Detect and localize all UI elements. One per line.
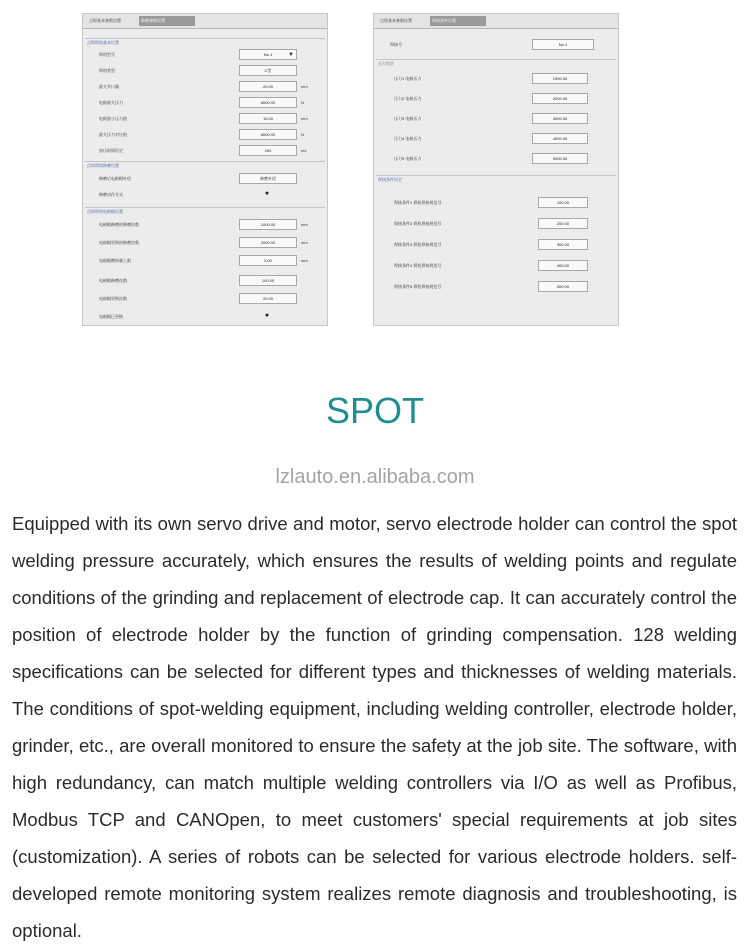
row-label: 电极最大压力: [99, 100, 123, 105]
form-row: [374, 216, 618, 232]
form-row: [83, 95, 327, 111]
row-label: 压力1 电极压力: [394, 76, 422, 81]
unit-label: N: [301, 100, 304, 105]
unit-label: mm: [301, 222, 308, 227]
section-header: 点焊焊钳修磨设置: [85, 161, 325, 170]
cap-replaced-radio[interactable]: ●: [264, 312, 270, 319]
form-row: [374, 237, 618, 253]
row-label: 压力2 电极压力: [394, 96, 422, 101]
unit-label: mm: [301, 258, 308, 263]
value-field[interactable]: 15.00: [239, 113, 297, 124]
tab-grinding-settings[interactable]: 修磨参数设置: [139, 16, 195, 26]
form-row: [374, 37, 618, 53]
form-row: [83, 253, 327, 269]
tab-bar: [83, 14, 327, 29]
value-field[interactable]: 2000.00: [532, 93, 588, 104]
website-url: lzlauto.en.alibaba.com: [275, 466, 475, 488]
row-label: 焊接条件5 焊机焊接规范号: [394, 284, 442, 289]
row-label: 电极帽更换次数: [99, 296, 127, 301]
form-row: [83, 143, 327, 159]
form-row: [83, 79, 327, 95]
form-row: [83, 111, 327, 127]
row-label: 焊接号: [390, 42, 402, 47]
form-row: [374, 195, 618, 211]
value-field[interactable]: 300.00: [538, 239, 588, 250]
form-row: [83, 235, 327, 251]
form-row: [83, 171, 327, 187]
spot-basic-settings-screenshot: [82, 13, 328, 326]
row-label: 最大开口量: [99, 84, 119, 89]
form-row: [83, 273, 327, 289]
unit-label: mm: [301, 84, 308, 89]
tab-bar: [374, 14, 618, 29]
form-row: [374, 258, 618, 274]
row-label: 焊接条件4 焊机焊接规范号: [394, 263, 442, 268]
form-row: [83, 309, 327, 325]
row-label: 电极最小压力值: [99, 116, 127, 121]
section-header: 压力设定: [376, 59, 616, 68]
value-field[interactable]: 1000.00: [239, 219, 297, 230]
row-label: 焊接条件2 焊机焊接规范号: [394, 221, 442, 226]
row-label: 焊接条件3 焊机焊接规范号: [394, 242, 442, 247]
value-field[interactable]: 2.00: [239, 255, 297, 266]
value-field[interactable]: 20.00: [239, 81, 297, 92]
section-header: 点焊焊钳基本设置: [85, 38, 325, 47]
form-row: [374, 91, 618, 107]
form-row: [83, 47, 327, 63]
value-field[interactable]: 100.00: [538, 197, 588, 208]
row-label: 电极帽修磨次数: [99, 278, 127, 283]
value-field[interactable]: 5000.00: [532, 153, 588, 164]
row-label: 电极帽磨损量上限: [99, 258, 131, 263]
row-label: 压力3 电极压力: [394, 116, 422, 121]
row-label: 电极帽更换的修磨次数: [99, 240, 139, 245]
form-row: [83, 291, 327, 307]
page-title: SPOT: [325, 390, 424, 431]
row-label: 电极帽修磨的修磨次数: [99, 222, 139, 227]
form-row: [83, 63, 327, 79]
value-text: No.1: [263, 52, 273, 57]
tab-basic-settings[interactable]: 点焊基本参数设置: [89, 18, 121, 23]
value-field[interactable]: 3000.00: [532, 113, 588, 124]
row-label: 最大压力对应值: [99, 132, 127, 137]
form-row: [374, 111, 618, 127]
chevron-down-icon: ▼: [288, 52, 294, 58]
gun-model-select[interactable]: [239, 49, 297, 60]
unit-label: mm: [301, 240, 308, 245]
row-label: 电极帽已更换: [99, 314, 123, 319]
row-label: 焊接条件1 焊机焊接规范号: [394, 200, 442, 205]
unit-label: N: [301, 132, 304, 137]
value-field[interactable]: 修磨补偿: [239, 173, 297, 184]
section-header: 焊接条件设定: [376, 175, 616, 184]
form-row: [83, 187, 327, 203]
tab-basic-settings[interactable]: 点焊基本参数设置: [380, 18, 412, 23]
tab-welding-conditions[interactable]: 焊接条件设置: [430, 16, 486, 26]
welding-condition-screenshot: [373, 13, 619, 326]
value-field[interactable]: 4000.00: [532, 133, 588, 144]
grinding-mode-radio[interactable]: ●: [264, 190, 270, 197]
value-field[interactable]: 8000.00: [239, 129, 297, 140]
value-field[interactable]: 400.00: [538, 260, 588, 271]
unit-label: mm: [301, 116, 308, 121]
form-row: [374, 151, 618, 167]
value-field[interactable]: C型: [239, 65, 297, 76]
unit-label: ms: [301, 148, 307, 153]
row-label: 压力5 电极压力: [394, 156, 422, 161]
row-label: 修磨后电极帽补偿: [99, 176, 131, 181]
value-field[interactable]: 2000.00: [239, 237, 297, 248]
row-label: 焊钳类型: [99, 68, 115, 73]
row-label: 压力4 电极压力: [394, 136, 422, 141]
form-row: [83, 217, 327, 233]
form-row: [374, 131, 618, 147]
weld-number-field[interactable]: No.1: [532, 39, 594, 50]
product-description: Equipped with its own servo drive and motor, servo electrode holder can control the spot welding pressure accurately, which ensures the results of welding points and regulate conditions of the grinding and replacement of electrode cap. It can accurately control the position of electrode holder by the function of grinding compensation. 128 welding specifications can be selected for different types and thicknesses of welding materials. The conditions of spot-welding equipment, including welding controller, electrode holder, grinder, etc., are overall monitored to ensure the safety at the job site. The software, with high redundancy, can match multiple welding controllers via I/O as well as Profibus, Modbus TCP and CANOpen, to meet customers' special requirements at job sites (customization). A series of robots can be selected for various electrode holders. self-developed remote monitoring system realizes remote diagnosis and troubleshooting, is optional.: [12, 513, 737, 941]
value-field[interactable]: 20.00: [239, 293, 297, 304]
form-row: [374, 279, 618, 295]
value-field[interactable]: 100.00: [239, 275, 297, 286]
row-label: 焊钳型号: [99, 52, 115, 57]
value-field[interactable]: 200.00: [538, 218, 588, 229]
value-field[interactable]: 1000.00: [532, 73, 588, 84]
form-row: [374, 71, 618, 87]
form-row: [83, 127, 327, 143]
value-field[interactable]: 8000.00: [239, 97, 297, 108]
row-label: 加压时间设定: [99, 148, 123, 153]
value-field[interactable]: 200: [239, 145, 297, 156]
section-header: 点焊焊钳电极帽设置: [85, 207, 325, 216]
row-label: 修磨动作方式: [99, 192, 123, 197]
value-field[interactable]: 500.00: [538, 281, 588, 292]
